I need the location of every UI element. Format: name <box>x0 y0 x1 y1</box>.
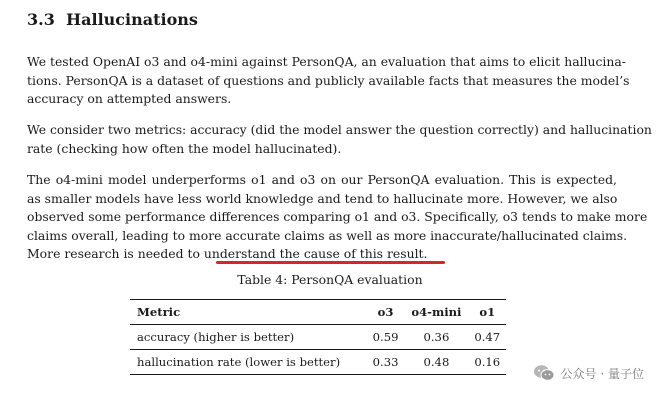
cell-value: 0.59 <box>372 330 399 344</box>
watermark <box>533 364 644 382</box>
paragraph-line: tions. PersonQA is a dataset of questions and publicly available facts that measures the model’s <box>27 72 630 88</box>
paragraph-line-highlighted: More research is needed to understand the cause of this result. <box>27 246 428 262</box>
cell-value: 0.47 <box>474 330 501 344</box>
table-header-row <box>130 300 506 325</box>
header-o4-mini: o4-mini <box>411 305 462 319</box>
paragraph-intro <box>27 53 630 109</box>
paragraph-line: accuracy on attempted answers. <box>27 91 232 107</box>
paragraph-metrics <box>27 121 652 158</box>
header-metric: Metric <box>137 305 181 319</box>
table-caption: Table 4: PersonQA evaluation <box>237 272 423 287</box>
cell-value: 0.36 <box>423 330 450 344</box>
cell-value: 0.16 <box>474 355 501 369</box>
table-row <box>130 325 506 350</box>
paragraph-line: The o4-mini model underperforms o1 and o3 on our PersonQA evaluation. This is expected, <box>27 172 617 187</box>
cell-metric: accuracy (higher is better) <box>137 330 295 344</box>
watermark-text: 公众号 · 量子位 <box>560 366 644 381</box>
paragraph-line: We tested OpenAI o3 and o4-mini against PersonQA, an evaluation that aims to elicit hallucina- <box>27 54 626 69</box>
cell-value: 0.48 <box>423 355 450 369</box>
section-heading <box>27 10 198 29</box>
paragraph-line: We consider two metrics: accuracy (did the model answer the question correctly) and hallucination <box>27 122 652 137</box>
section-number: 3.3 <box>27 10 55 29</box>
wechat-icon <box>533 364 555 382</box>
paragraph-line: rate (checking how often the model hallucinated). <box>27 140 342 156</box>
cell-metric: hallucination rate (lower is better) <box>137 355 341 369</box>
table-row <box>130 350 506 375</box>
header-o1: o1 <box>479 305 496 319</box>
paragraph-line: observed some performance differences comparing o1 and o3. Specifically, o3 tends to make more <box>27 209 648 225</box>
paragraph-results <box>27 171 648 264</box>
paragraph-line: claims overall, leading to more accurate claims as well as more inaccurate/hallucinated claims. <box>27 227 628 243</box>
cell-value: 0.33 <box>372 355 399 369</box>
personqa-table <box>130 299 506 375</box>
header-o3: o3 <box>377 305 394 319</box>
highlight-underline <box>216 261 445 264</box>
section-title: Hallucinations <box>66 10 198 29</box>
paragraph-line: as smaller models have less world knowledge and tend to hallucinate more. However, we also <box>27 190 618 206</box>
